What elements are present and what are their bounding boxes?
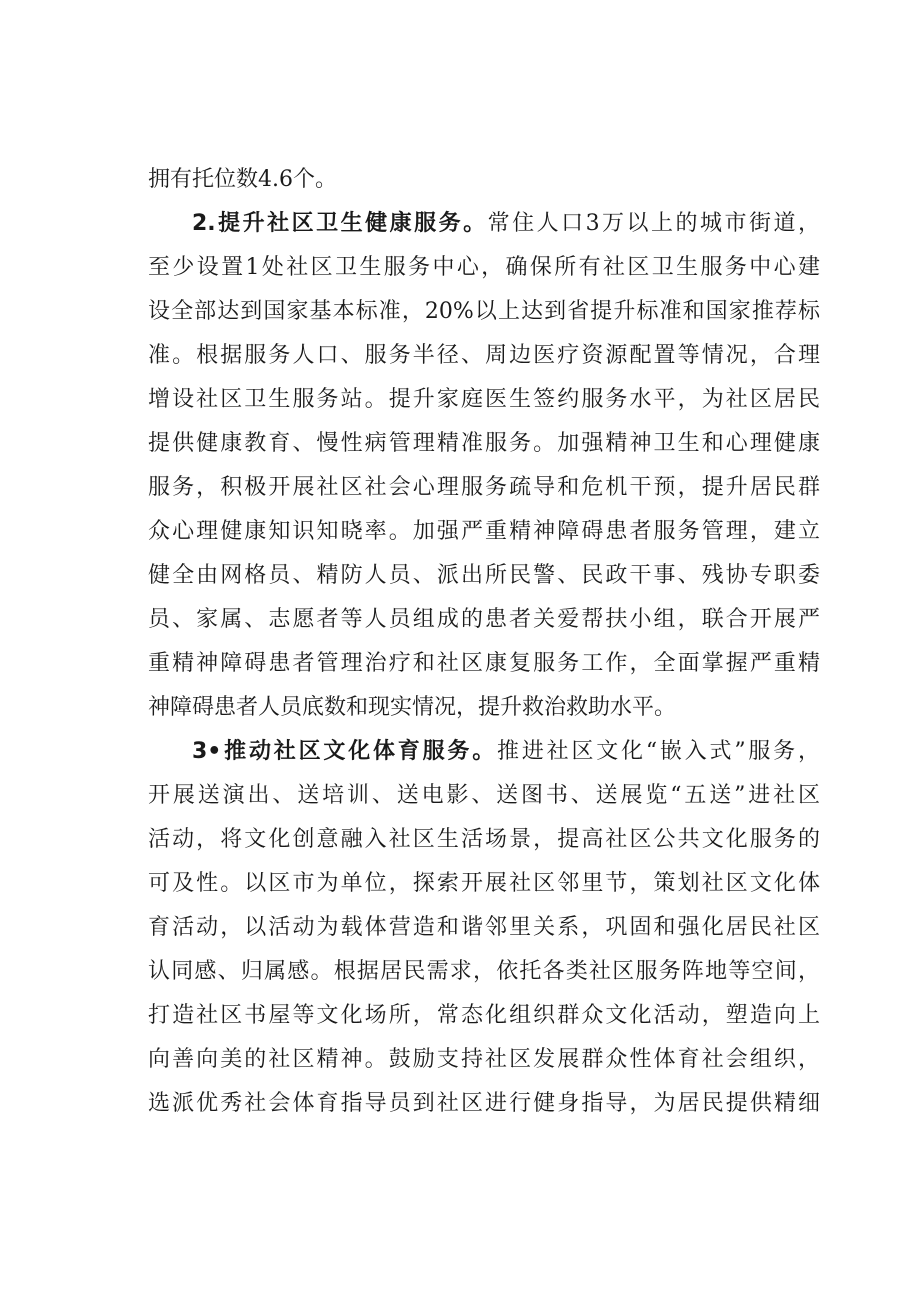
section-2-heading: 2.提升社区卫生健康服务。 xyxy=(192,211,488,236)
paragraph-3-line-3: 活动，将文化创意融入社区生活场景，提高社区公共文化服务的 xyxy=(148,827,820,852)
paragraph-2-line-12: 神障碍患者人员底数和现实情况，提升救治救助水平。 xyxy=(148,695,677,720)
paragraph-2-line-4: 准。根据服务人口、服务半径、周边医疗资源配置等情况，合理 xyxy=(148,343,820,368)
paragraph-2-line-11: 重精神障碍患者管理治疗和社区康复服务工作，全面掌握严重精 xyxy=(148,651,820,676)
paragraph-1-line-1: 拥有托位数4.6个。 xyxy=(148,167,337,192)
paragraph-3-line-6: 认同感、归属感。根据居民需求，依托各类社区服务阵地等空间， xyxy=(148,959,820,984)
paragraph-2-line-2: 至少设置1处社区卫生服务中心，确保所有社区卫生服务中心建 xyxy=(148,255,820,280)
paragraph-3-line-7: 打造社区书屋等文化场所，常态化组织群众文化活动，塑造向上 xyxy=(148,1003,820,1028)
section-3-heading: 3•推动社区文化体育服务。 xyxy=(192,739,498,764)
paragraph-3-line-4: 可及性。以区市为单位，探索开展社区邻里节，策划社区文化体 xyxy=(148,871,820,896)
paragraph-2-line-8: 众心理健康知识知晓率。加强严重精神障碍患者服务管理，建立 xyxy=(148,519,820,544)
paragraph-2-line-9: 健全由网格员、精防人员、派出所民警、民政干事、残协专职委 xyxy=(148,563,820,588)
paragraph-2-line-3: 设全部达到国家基本标准，20%以上达到省提升标准和国家推荐标 xyxy=(148,299,820,324)
paragraph-2-line-7: 服务，积极开展社区社会心理服务疏导和危机干预，提升居民群 xyxy=(148,475,820,500)
paragraph-2-line-6: 提供健康教育、慢性病管理精准服务。加强精神卫生和心理健康 xyxy=(148,431,820,456)
paragraph-2-line-5: 增设社区卫生服务站。提升家庭医生签约服务水平，为社区居民 xyxy=(148,387,820,412)
paragraph-3-line-1 xyxy=(192,735,820,769)
paragraph-2-line-1-text: 常住人口3万以上的城市街道， xyxy=(487,211,821,236)
paragraph-3-line-2: 开展送演出、送培训、送电影、送图书、送展览“五送”进社区 xyxy=(148,783,820,808)
paragraph-3-line-8: 向善向美的社区精神。鼓励支持社区发展群众性体育社会组织， xyxy=(148,1047,820,1072)
paragraph-2-line-10: 员、家属、志愿者等人员组成的患者关爱帮扶小组，联合开展严 xyxy=(148,607,820,632)
paragraph-3-line-9: 选派优秀社会体育指导员到社区进行健身指导，为居民提供精细 xyxy=(148,1091,820,1116)
paragraph-3-line-5: 育活动，以活动为载体营造和谐邻里关系，巩固和强化居民社区 xyxy=(148,915,820,940)
paragraph-3-line-1-text: 推进社区文化“嵌入式”服务， xyxy=(497,739,820,764)
paragraph-2-line-1 xyxy=(192,207,820,241)
